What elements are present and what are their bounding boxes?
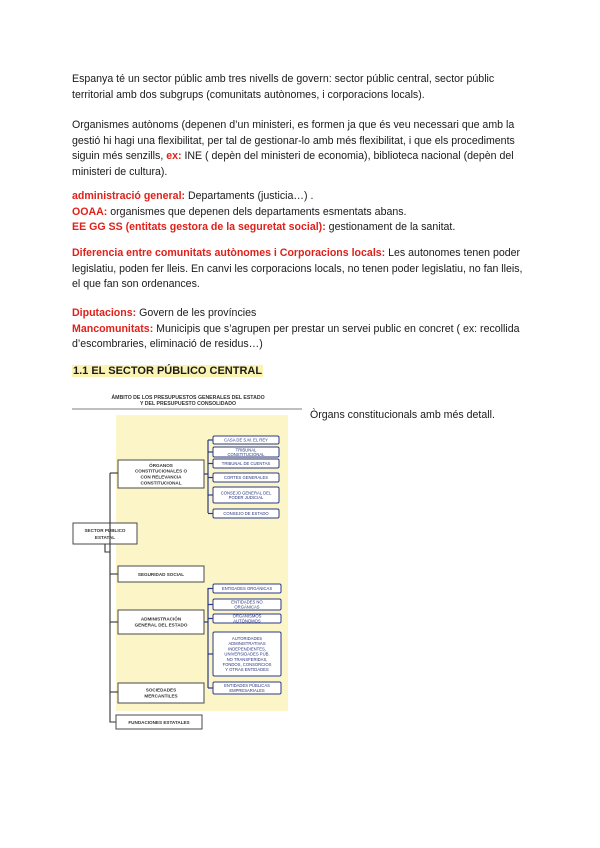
diferencia-text: Les autonomes tenen poder legislatiu, poden fer lleis. En canvi les corporacions locals, no tenen poder legislatiu, no fan lleis, el que fan son ordenances.: [72, 247, 523, 290]
definition-mancomunitats: [72, 322, 532, 353]
definition-text: Govern de les províncies: [136, 307, 257, 319]
diagram-label-line: SOCIEDADES: [145, 687, 177, 693]
diagram-label-line: CONSEJO DE ESTADO: [223, 511, 269, 517]
diagram-label-line: INDEPENDIENTES,: [228, 646, 266, 652]
diferencia-paragraph: [72, 246, 532, 293]
diagram-label-line: PODER JUDICIAL: [228, 494, 264, 500]
sector-publico-diagram: [72, 392, 304, 737]
side-note: Òrgans constitucionals amb més detall.: [310, 409, 495, 421]
definition-text: Departaments (justicia…) .: [185, 190, 314, 202]
fundaciones-label: FUNDACIONES ESTATALES: [128, 720, 190, 725]
diagram-label-line: AUTORIDADES: [231, 636, 263, 641]
diagram-label-line: ENTIDADES PÚBLICAS: [224, 683, 270, 688]
diagram-label-line: UNIVERSIDADES PÚB.: [224, 651, 270, 657]
term-diferencia: Diferencia entre comunitats autònomes i Corporacions locals:: [72, 247, 386, 259]
definition-eegss: [72, 220, 532, 236]
diagram-label-line: GENERAL DEL ESTADO: [134, 622, 188, 628]
diagram-label-line: MERCANTILES: [144, 693, 178, 699]
p2-text: Organismes autònoms (depenen d’un ministeri, es formen ja que és veu necessari que amb la gestió hi hagi una flexibilitat, per tal de gestionar-lo amb més flexibilitat, i que els procediments siguin més senzills,: [72, 119, 515, 162]
root-box: [73, 523, 137, 544]
diagram-label-line: CONSEJO GENERAL DEL: [220, 490, 272, 496]
diagram-title-line2: Y DEL PRESUPUESTO CONSOLIDADO: [140, 401, 236, 407]
definition-text: organismes que depenen dels departaments esmentats abans.: [107, 205, 407, 218]
diagram-label-line: ADMINISTRACIÓN: [140, 616, 182, 622]
diagram-label-line: ENTIDADES NO: [231, 599, 263, 605]
diagram-label-line: ÓRGANOS: [149, 462, 173, 468]
diagram-label-line: ORGANISMOS: [232, 613, 262, 619]
diagram-label-line: ENTIDADES ORGÁNICAS: [221, 586, 273, 592]
sociedades-label: [144, 688, 177, 699]
diputacions-block: [72, 306, 532, 353]
diagram-label-line: CORTES GENERALES: [223, 475, 269, 481]
definition-admin-general: [72, 189, 532, 205]
admin-general-label: [135, 615, 188, 628]
term-ooaa: OOAA:: [72, 205, 108, 218]
diagram-label-line: CASA DE S.M. EL REY: [224, 437, 268, 443]
diagram-label-line: EMPRESARIALES: [229, 688, 265, 694]
diagram-label-line: TRIBUNAL DE CUENTAS: [221, 461, 271, 467]
p2-rest: INE ( depèn del ministeri de economia), biblioteca nacional (depèn del ministeri de cultura).: [72, 150, 514, 178]
root-label-line2: ESTATAL: [94, 535, 116, 540]
organismes-autonoms-paragraph: [72, 118, 532, 180]
diagram-label-line: TRIBUNAL: [235, 447, 257, 453]
diagram-label-line: CONSTITUCIONAL: [140, 480, 182, 486]
term-admin-general: administració general:: [72, 190, 186, 202]
term-mancomunitats: Mancomunitats:: [72, 322, 154, 335]
term-eegss: EE GG SS (entitats gestora de la seguretat social):: [72, 221, 326, 233]
definition-text: Municipis que s’agrupen per prestar un servei public en concret ( ex: recollida d’escombraries, eliminació de residus…): [72, 322, 520, 350]
definition-diputacions: [72, 306, 532, 322]
diagram-title-line1: ÁMBITO DE LOS PRESUPUESTOS GENERALES DEL ESTADO: [111, 395, 265, 401]
diagram-label-line: FONDOS, CONSORCIOS: [222, 662, 272, 667]
intro-paragraph: Espanya té un sector públic amb tres nivells de govern: sector públic central, sector públic territorial amb dos subgrups (comunitats autònomes, i corporacions locals).: [72, 73, 495, 101]
diagram-label-line: ADMINISTRATIVAS: [228, 641, 266, 647]
definitions-block: [72, 189, 532, 236]
diagram-label-line: CON RELEVANCIA: [140, 474, 182, 480]
diagram-label-line: ORGÁNICAS: [234, 604, 260, 610]
diagram-label-line: AUTÓNOMOS: [233, 618, 261, 624]
example-label: ex:: [166, 150, 182, 162]
seguridad-social-label: SEGURIDAD SOCIAL: [137, 572, 185, 577]
diagram-label-line: Y OTRAS ENTIDADES: [225, 667, 269, 673]
root-label-line1: SECTOR PÚBLICO: [84, 528, 126, 533]
term-diputacions: Diputacions:: [72, 307, 137, 319]
diagram-label-line: CONSTITUCIONAL: [227, 451, 265, 457]
section-heading: 1.1 EL SECTOR PÚBLICO CENTRAL: [73, 365, 263, 377]
trunk-line: [105, 544, 116, 722]
definition-text: gestionament de la sanitat.: [325, 221, 456, 233]
diagram-label-line: CONSTITUCIONALES O: [134, 468, 188, 474]
definition-ooaa: [72, 205, 532, 221]
diagram-label-line: NO TRANSFERIDAS,: [226, 656, 268, 662]
